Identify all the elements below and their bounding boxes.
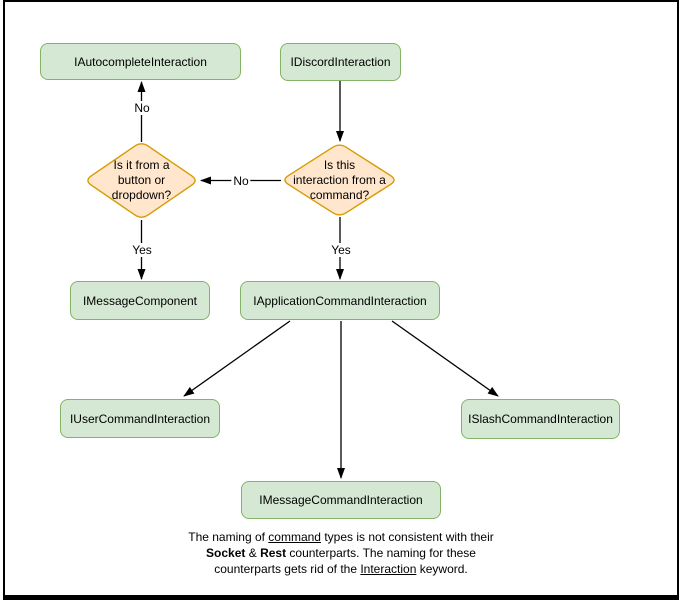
edge-label-yes-left: Yes xyxy=(132,243,152,257)
note-segment-bold: Rest xyxy=(260,546,287,560)
node-iautocompleteinteraction xyxy=(40,43,241,80)
note-segment: counterparts. The naming for these xyxy=(286,546,476,560)
decision-line: interaction from a xyxy=(293,173,386,187)
decision-button-dropdown-label xyxy=(86,158,197,203)
note-segment: The naming of xyxy=(188,530,269,544)
note-text xyxy=(131,529,551,577)
note-line-2 xyxy=(131,545,551,561)
note-line-1 xyxy=(131,529,551,545)
note-segment: types is not consistent with their xyxy=(320,530,494,544)
node-idiscordinteraction xyxy=(280,43,401,81)
decision-line: button or xyxy=(117,173,166,187)
note-line-3 xyxy=(131,561,551,577)
decision-line: Is it from a xyxy=(113,158,170,172)
note-segment-underlined: Interaction xyxy=(360,562,417,576)
edge-label-no-up: No xyxy=(134,101,150,115)
edge-label-yes-right: Yes xyxy=(331,243,351,257)
note-segment: & xyxy=(245,546,261,560)
note-segment: keyword. xyxy=(416,562,468,576)
decision-line: dropdown? xyxy=(111,188,172,202)
note-segment-bold: Socket xyxy=(206,546,246,560)
node-label: IDiscordInteraction xyxy=(290,55,391,69)
node-label: IMessageComponent xyxy=(82,293,198,308)
node-imessagecomponent xyxy=(70,281,210,320)
edge-application-command-to-slash-command xyxy=(392,321,498,396)
node-imessagecommandinteraction xyxy=(241,481,441,519)
node-label: IAutocompleteInteraction xyxy=(74,54,207,69)
note-segment-underlined: command xyxy=(268,530,321,544)
node-islashcommandinteraction xyxy=(461,399,620,439)
node-label: IMessageCommandInteraction xyxy=(259,493,423,507)
node-label: ISlashCommandInteraction xyxy=(468,412,613,426)
node-label: IApplicationCommandInteraction xyxy=(253,293,427,308)
node-iusercommandinteraction xyxy=(60,399,220,438)
node-iapplicationcommandinteraction xyxy=(240,281,440,320)
decision-line: command? xyxy=(309,188,370,202)
edge-label-no-left: No xyxy=(233,174,249,188)
decision-line: Is this xyxy=(323,158,356,172)
node-label: IUserCommandInteraction xyxy=(69,411,211,426)
decision-from-command-label xyxy=(282,158,397,203)
note-segment: counterparts gets rid of the xyxy=(214,562,361,576)
edge-application-command-to-user-command xyxy=(184,321,290,396)
